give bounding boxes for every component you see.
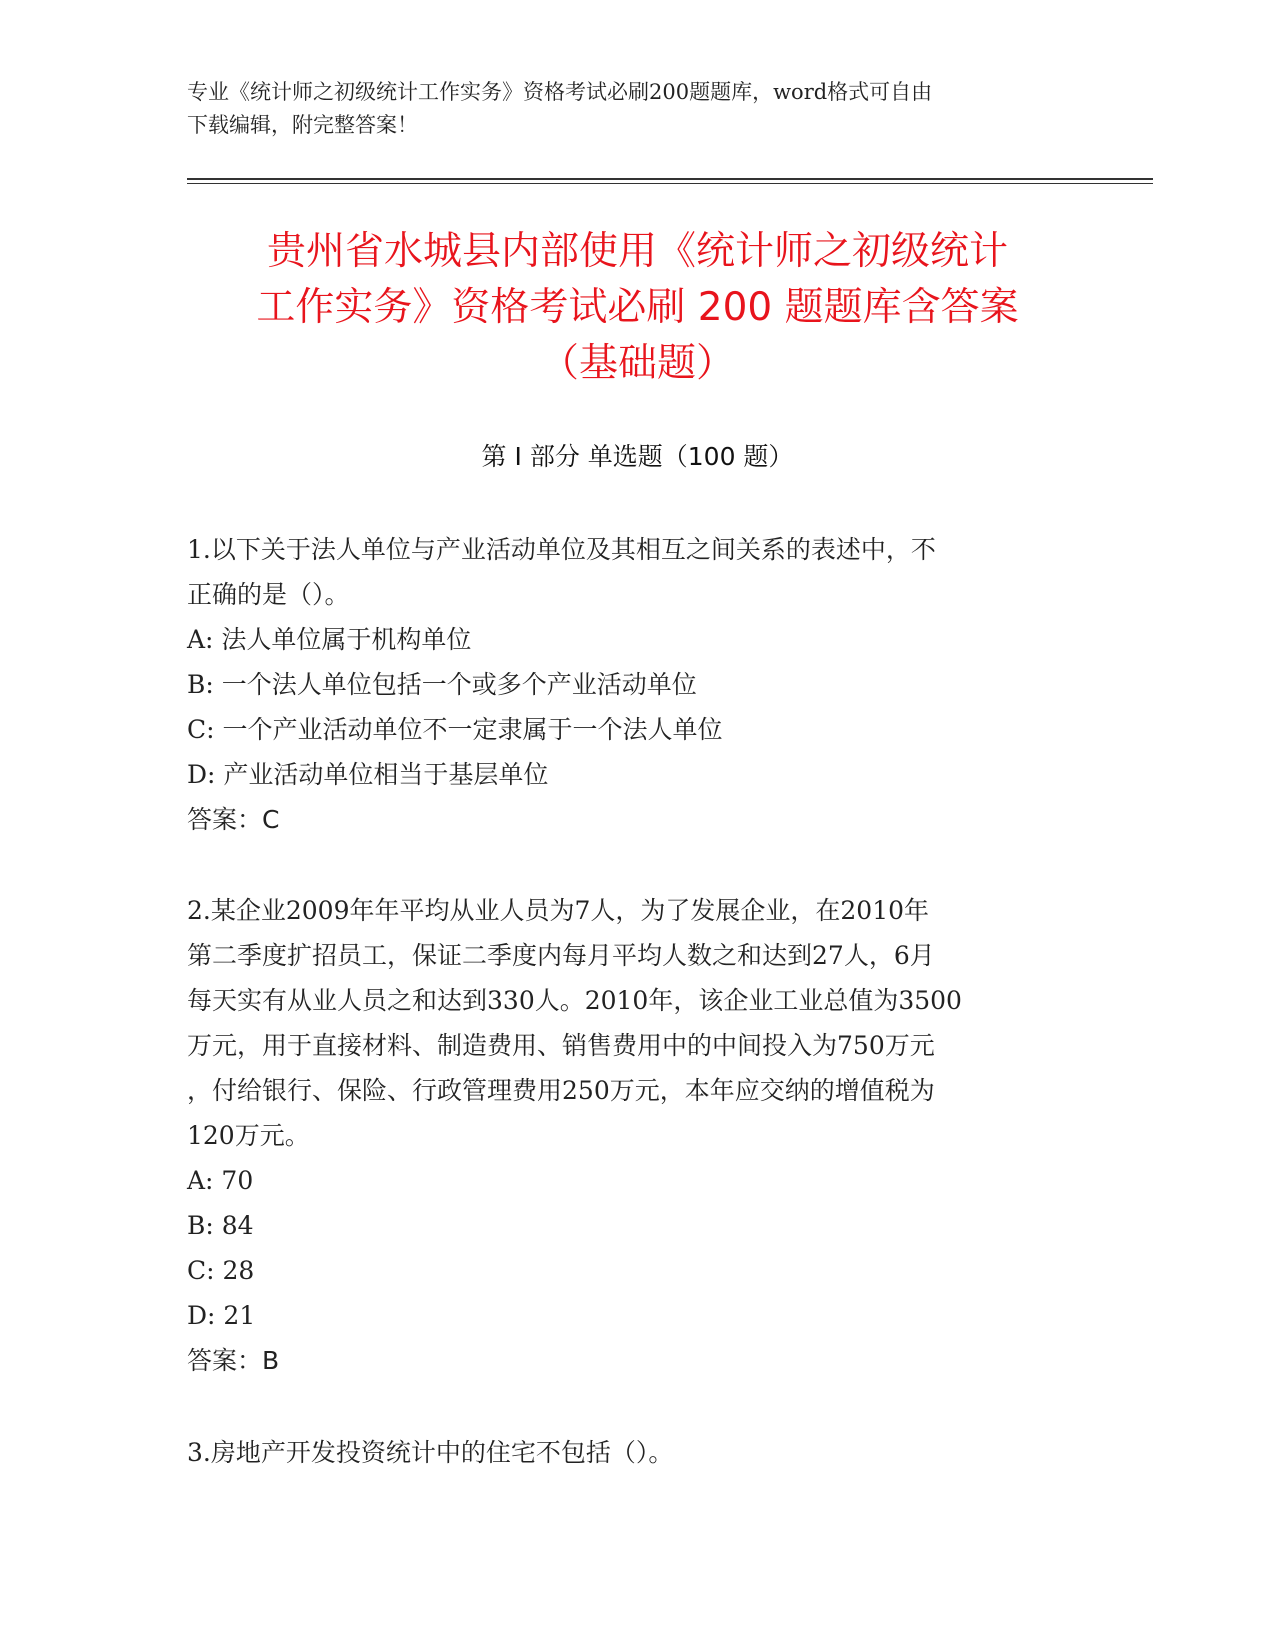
question-stem-line: 1.以下关于法人单位与产业活动单位及其相互之间关系的表述中，不 [187,535,936,564]
document-title-line3: （基础题） [539,341,735,386]
answer-label: 答案：B [187,1346,280,1375]
option-b: B: 84 [187,1211,254,1240]
option-d: D: 21 [187,1301,256,1330]
question-stem-line: ，付给银行、保险、行政管理费用250万元，本年应交纳的增值税为 [187,1076,935,1105]
question-stem-line: 万元，用于直接材料、制造费用、销售费用中的中间投入为750万元 [187,1031,935,1060]
option-c: C: 一个产业活动单位不一定隶属于一个法人单位 [187,715,723,744]
question-stem-line: 120万元。 [187,1121,310,1150]
option-b: B: 一个法人单位包括一个或多个产业活动单位 [187,670,697,699]
header-note-line2: 下载编辑，附完整答案！ [187,113,418,137]
question-2 [187,888,1087,1383]
question-3 [187,1430,1087,1475]
header-note-line1: 专业《统计师之初级统计工作实务》资格考试必刷200题题库，word格式可自由 [187,80,933,104]
document-title-line2: 工作实务》资格考试必刷 200 题题库含答案 [256,285,1019,330]
answer-label: 答案：C [187,805,280,834]
option-a: A: 法人单位属于机构单位 [187,625,472,654]
header-divider [187,178,1153,184]
question-stem-line: 每天实有从业人员之和达到330人。2010年，该企业工业总值为3500 [187,986,962,1015]
document-title-line1: 贵州省水城县内部使用《统计师之初级统计 [266,229,1008,274]
option-a: A: 70 [187,1166,254,1195]
section-title: 第 I 部分 单选题（100 题） [481,442,794,471]
option-d: D: 产业活动单位相当于基层单位 [187,760,549,789]
question-stem-line: 3.房地产开发投资统计中的住宅不包括（）。 [187,1438,674,1467]
document-title [150,224,1125,392]
question-stem-line: 2.某企业2009年年平均从业人员为7人，为了发展企业，在2010年 [187,896,930,925]
question-1 [187,527,1087,842]
header-note [187,76,1087,142]
option-c: C: 28 [187,1256,255,1285]
question-stem-line: 第二季度扩招员工，保证二季度内每月平均人数之和达到27人，6月 [187,941,935,970]
question-stem-line: 正确的是（）。 [187,580,350,609]
